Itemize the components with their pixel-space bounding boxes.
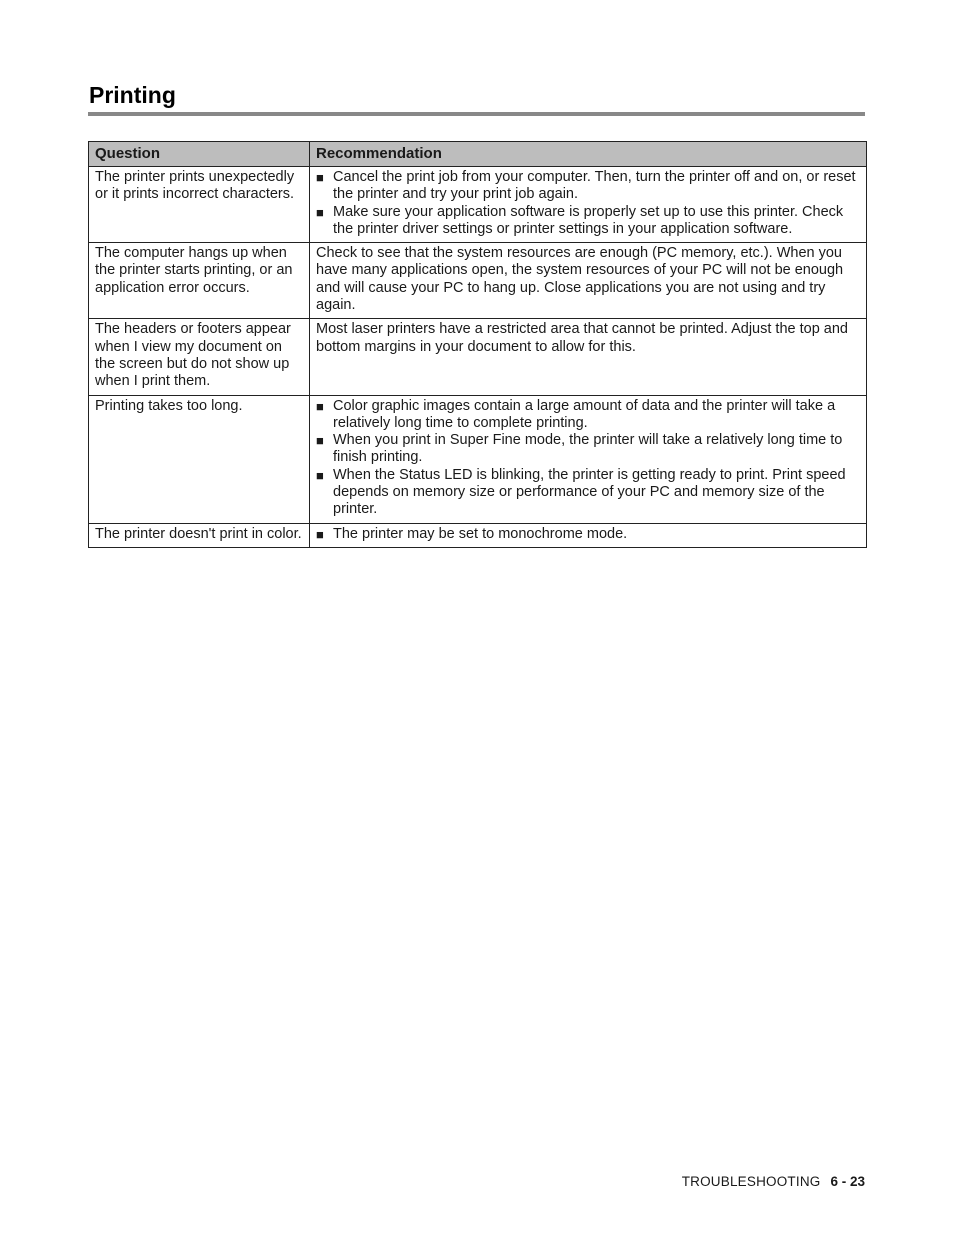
table-row [89,395,867,523]
square-bullet-icon: ■ [316,398,324,414]
bullet-item [316,398,860,433]
recommendation-cell [310,523,867,547]
bullet-item [316,526,860,543]
page-footer [682,1174,865,1189]
table-row [89,319,867,395]
table-header-row [89,142,867,167]
question-cell: The headers or footers appear when I view my document on the screen but do not show up when I print them. [89,319,310,395]
square-bullet-icon: ■ [316,170,324,185]
title-rule [88,112,865,116]
recommendation-cell: Check to see that the system resources are enough (PC memory, etc.). When you have many applications open, the system resources of your PC will not be enough and will cause your PC to hang up. Close applications you are not using and try again. [310,243,867,319]
bullet-item [316,169,860,204]
recommendation-cell [310,167,867,243]
question-cell: The computer hangs up when the printer starts printing, or an application error occurs. [89,243,310,319]
bullet-text: When you print in Super Fine mode, the printer will take a relatively long time to finish printing. [333,432,843,466]
bullet-item [316,467,860,519]
page-title: Printing [89,82,176,108]
bullet-text: Make sure your application software is properly set up to use this printer. Check the printer driver settings or printer settings in your application software. [333,203,844,237]
question-cell: The printer prints unexpectedly or it prints incorrect characters. [89,167,310,243]
square-bullet-icon: ■ [316,204,324,220]
column-header-recommendation: Recommendation [310,142,867,167]
bullet-text: The printer may be set to monochrome mode. [333,525,628,542]
page-number: 6 - 23 [830,1174,865,1189]
bullet-item [316,432,860,467]
recommendation-cell [310,395,867,523]
bullet-text: Color graphic images contain a large amount of data and the printer will take a relatively long time to complete printing. [333,397,836,431]
question-cell: Printing takes too long. [89,395,310,523]
column-header-question: Question [89,142,310,167]
square-bullet-icon: ■ [316,526,324,542]
question-cell: The printer doesn't print in color. [89,523,310,547]
square-bullet-icon: ■ [316,433,324,449]
table-row [89,167,867,243]
troubleshooting-table [88,141,867,548]
bullet-text: Cancel the print job from your computer. Then, turn the printer off and on, or reset the printer and try your print job again. [333,169,856,203]
bullet-text: When the Status LED is blinking, the printer is getting ready to print. Print speed depends on memory size or performance of your PC and memory size of the printer. [333,466,846,518]
table-row [89,243,867,319]
square-bullet-icon: ■ [316,467,324,483]
recommendation-cell: Most laser printers have a restricted area that cannot be printed. Adjust the top and bottom margins in your document to allow for this. [310,319,867,395]
table-row [89,523,867,547]
footer-section-label: TROUBLESHOOTING [681,1174,821,1189]
bullet-item [316,204,860,239]
